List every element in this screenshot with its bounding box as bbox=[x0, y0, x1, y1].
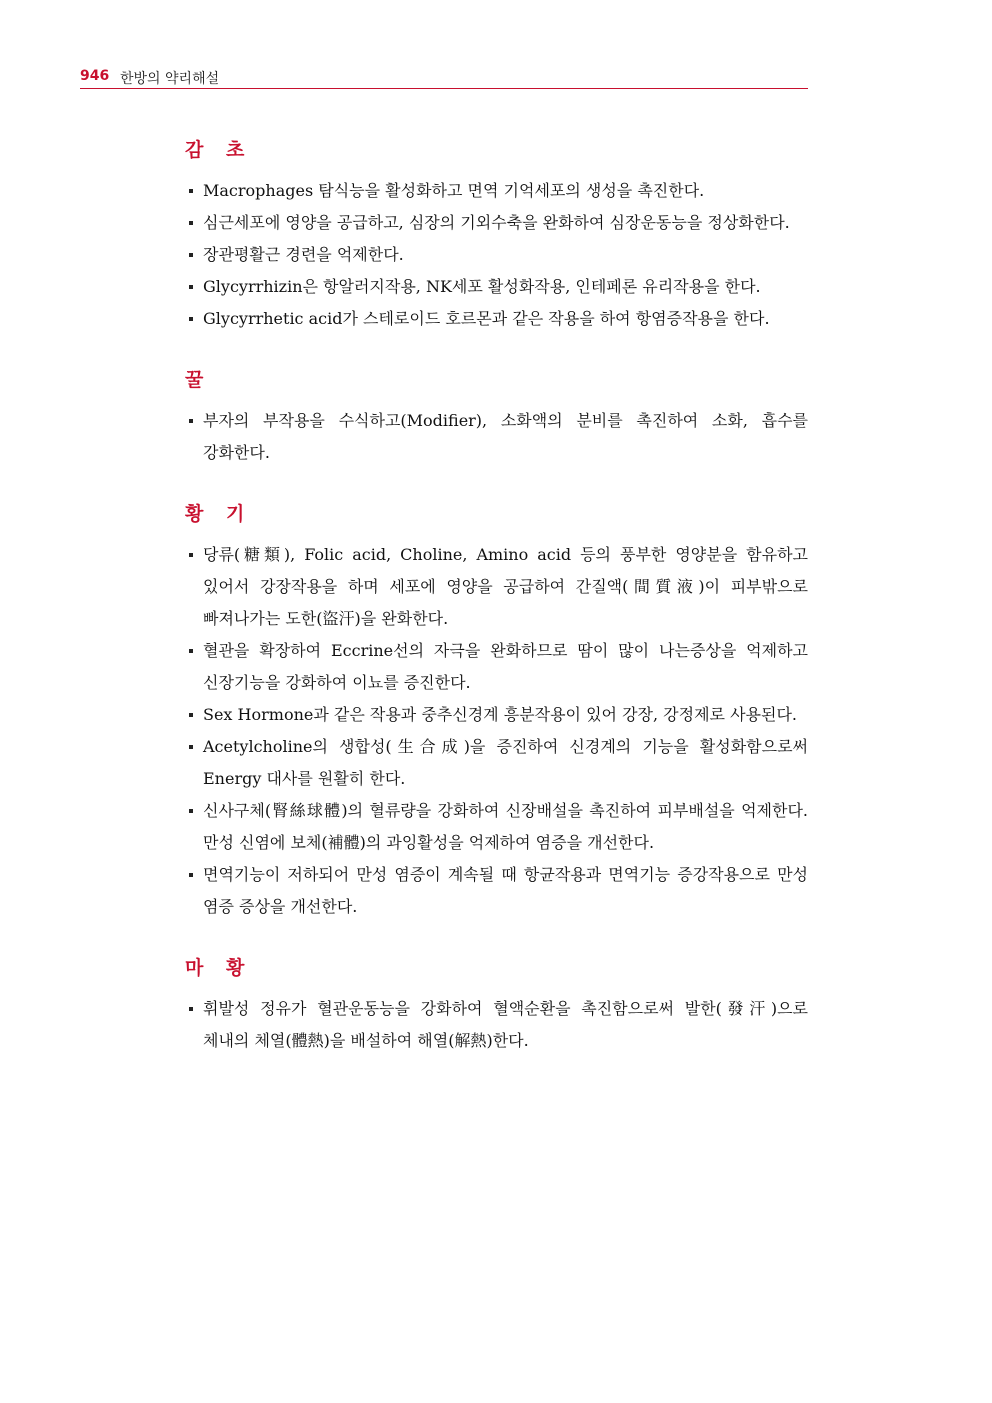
bullet-list bbox=[185, 405, 808, 469]
section-hwanggi bbox=[185, 499, 808, 923]
bullet-item: Sex Hormone과 같은 작용과 중추신경계 흥분작용이 있어 강장, 강정제로 사용된다. bbox=[185, 699, 808, 731]
bullet-item: 혈관을 확장하여 Eccrine선의 자극을 완화하므로 땀이 많이 나는증상을 억제하고 신장기능을 강화하여 이뇨를 증진한다. bbox=[185, 635, 808, 699]
bullet-item: 심근세포에 영양을 공급하고, 심장의 기외수축을 완화하여 심장운동능을 정상화한다. bbox=[185, 207, 808, 239]
bullet-item: Acetylcholine의 생합성(生合成)을 증진하여 신경계의 기능을 활성화함으로써 Energy 대사를 원활히 한다. bbox=[185, 731, 808, 795]
section-title: 꿀 bbox=[185, 369, 212, 391]
page-number: 946 bbox=[80, 68, 110, 84]
page-body bbox=[185, 135, 808, 1057]
section-mahwang bbox=[185, 953, 808, 1057]
bullet-item: 부자의 부작용을 수식하고(Modifier), 소화액의 분비를 촉진하여 소화, 흡수를 강화한다. bbox=[185, 405, 808, 469]
running-header bbox=[80, 64, 808, 89]
section-kkul bbox=[185, 365, 808, 469]
bullet-item: 장관평활근 경련을 억제한다. bbox=[185, 239, 808, 271]
section-title: 황 기 bbox=[185, 503, 253, 525]
bullet-item: 휘발성 정유가 혈관운동능을 강화하여 혈액순환을 촉진함으로써 발한(發汗)으로 체내의 체열(體熱)을 배설하여 해열(解熱)한다. bbox=[185, 993, 808, 1057]
section-title: 마 황 bbox=[185, 957, 253, 979]
bullet-list bbox=[185, 539, 808, 923]
book-title: 한방의 약리해설 bbox=[120, 71, 220, 87]
bullet-item: 신사구체(腎絲球體)의 혈류량을 강화하여 신장배설을 촉진하여 피부배설을 억제한다. 만성 신염에 보체(補體)의 과잉활성을 억제하여 염증을 개선한다. bbox=[185, 795, 808, 859]
bullet-item: Glycyrrhizin은 항알러지작용, NK세포 활성화작용, 인테페론 유리작용을 한다. bbox=[185, 271, 808, 303]
bullet-list bbox=[185, 993, 808, 1057]
section-title: 감 초 bbox=[185, 139, 253, 161]
bullet-item: 면역기능이 저하되어 만성 염증이 계속될 때 항균작용과 면역기능 증강작용으로 만성 염증 증상을 개선한다. bbox=[185, 859, 808, 923]
bullet-item: Macrophages 탐식능을 활성화하고 면역 기억세포의 생성을 촉진한다. bbox=[185, 175, 808, 207]
bullet-list bbox=[185, 175, 808, 335]
bullet-item: 당류(糖類), Folic acid, Choline, Amino acid 등의 풍부한 영양분을 함유하고 있어서 강장작용을 하며 세포에 영양을 공급하여 간질액(間質液)이 피부밖으로 빠져나가는 도한(盜汗)을 완화한다. bbox=[185, 539, 808, 635]
bullet-item: Glycyrrhetic acid가 스테로이드 호르몬과 같은 작용을 하여 항염증작용을 한다. bbox=[185, 303, 808, 335]
section-gamcho bbox=[185, 135, 808, 335]
